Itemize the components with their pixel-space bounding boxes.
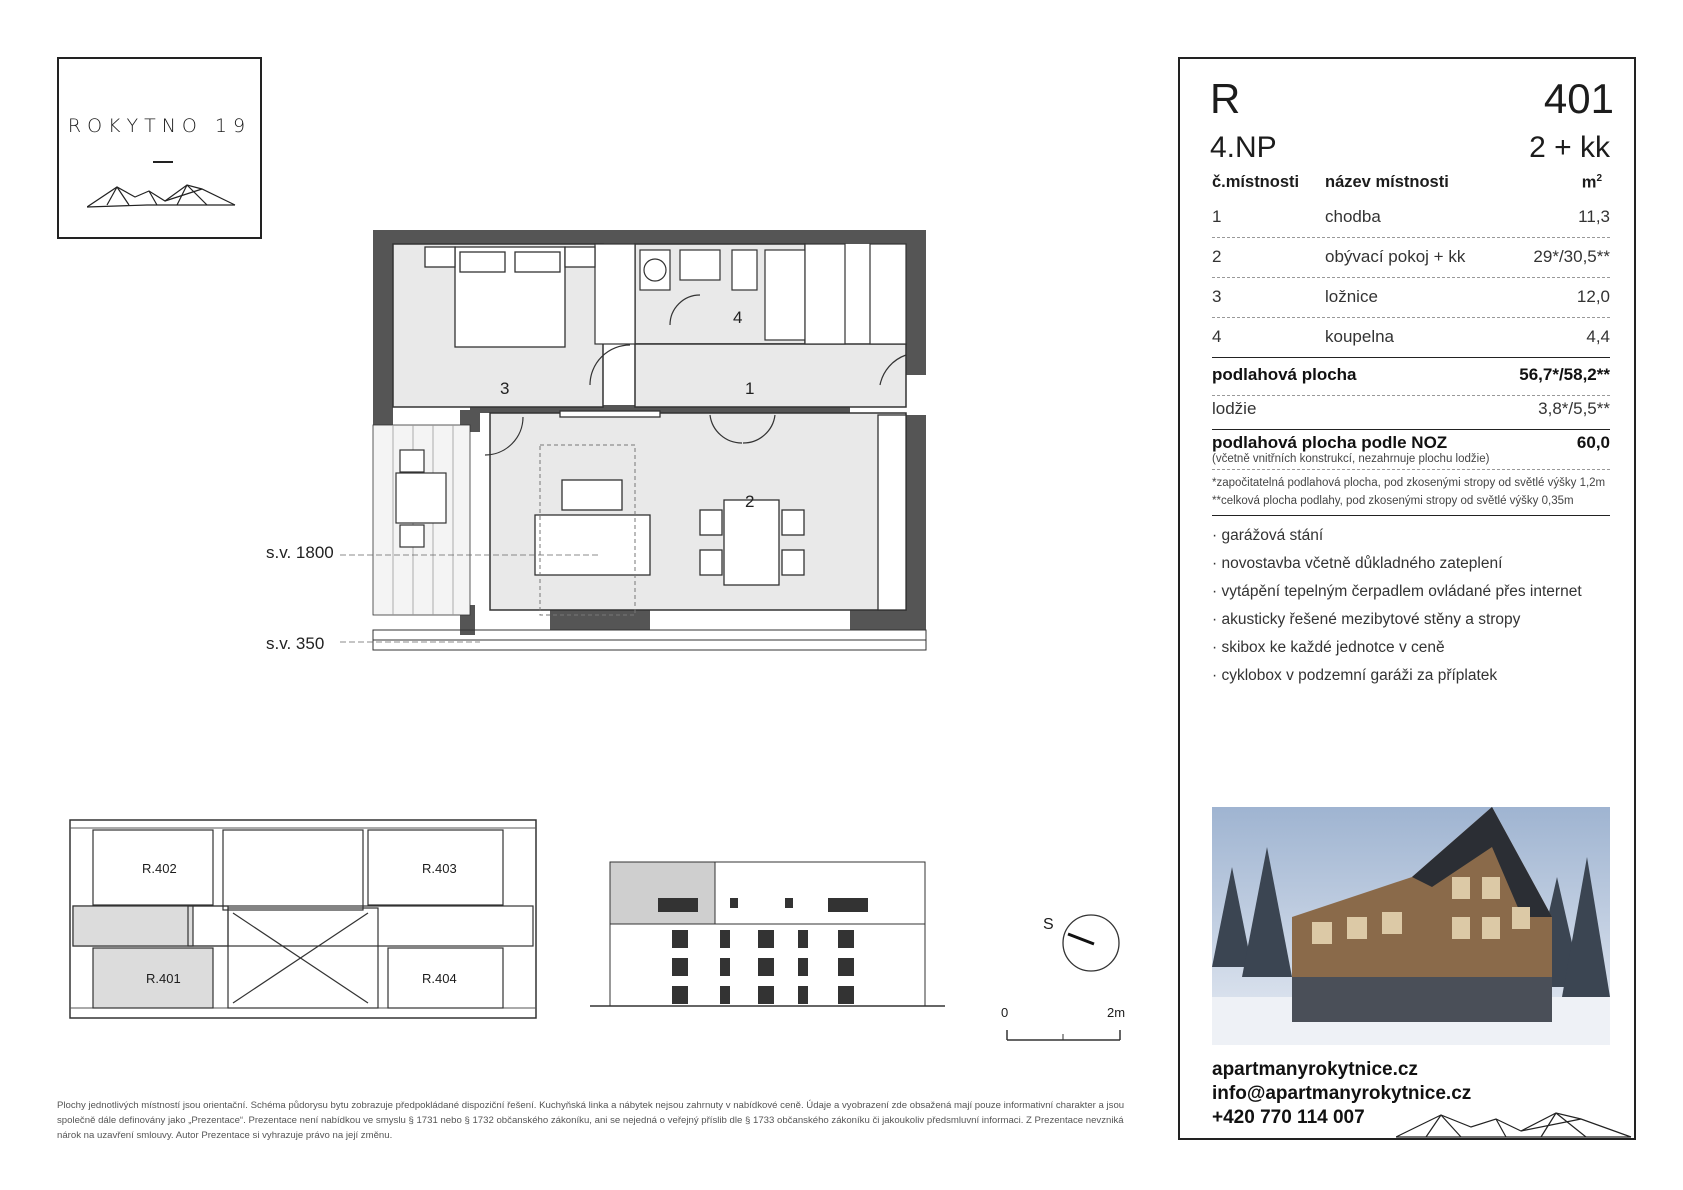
- noz-note: (včetně vnitřních konstrukcí, nezahrnuje plochu lodžie): [1212, 453, 1610, 470]
- col-area: $m^2$: [1581, 173, 1602, 192]
- building-photo: [1212, 807, 1610, 1045]
- mountain-logo-icon: [87, 179, 237, 209]
- table-row: 4 koupelna 4,4: [1212, 317, 1610, 358]
- site-plan: [68, 818, 538, 1020]
- contact-email[interactable]: info@apartmanyrokytnice.cz: [1212, 1083, 1472, 1104]
- list-item: · skibox ke každé jednotce v ceně: [1212, 639, 1445, 656]
- level-label-1800: s.v. 1800: [266, 543, 334, 562]
- room-living: [490, 413, 906, 610]
- unit-number: 401: [1543, 75, 1614, 122]
- list-item: · garážová stání: [1212, 527, 1324, 544]
- wall-north: [373, 230, 926, 244]
- wardrobe-2: [805, 244, 845, 344]
- floor-label: 4.NP: [1210, 131, 1277, 164]
- sink: [680, 250, 720, 280]
- site-unit-402: R.402: [142, 861, 177, 876]
- shower: [765, 250, 805, 340]
- floor-plan: [250, 225, 990, 715]
- compass-icon: [1060, 912, 1122, 974]
- wardrobe: [595, 244, 635, 344]
- site-unit-404: R.404: [422, 971, 457, 986]
- table-row: 2 obývací pokoj + kk 29*/30,5**: [1212, 237, 1610, 278]
- info-panel: [1178, 57, 1636, 1140]
- loggia-row: lodžie 3,8*/5,5**: [1212, 389, 1610, 430]
- floor-area-row: podlahová plocha 56,7*/58,2**: [1212, 355, 1610, 396]
- col-room-no: č.místnosti: [1212, 173, 1300, 191]
- compass-label: S: [1043, 916, 1054, 933]
- sofa: [535, 515, 650, 575]
- room-number-1: 1: [745, 379, 755, 398]
- coffee-table: [562, 480, 622, 510]
- wall-east-lower: [906, 415, 926, 625]
- wall-south-right: [850, 610, 926, 630]
- list-item: · akusticky řešené mezibytové stěny a stropy: [1212, 611, 1521, 628]
- feature-list: [1212, 527, 1622, 695]
- col-room-name: název místnosti: [1325, 173, 1449, 191]
- logo-dash: [153, 161, 173, 163]
- layout-label: 2 + kk: [1529, 131, 1610, 164]
- block-letter: R: [1210, 75, 1241, 122]
- toilet: [732, 250, 757, 290]
- kitchen-unit: [878, 415, 906, 610]
- scale-end: 2m: [1107, 1005, 1126, 1020]
- site-unit-403: R.403: [422, 861, 457, 876]
- wardrobe-3: [870, 244, 906, 344]
- room-number-2: 2: [745, 492, 755, 511]
- site-unit-401: R.401: [146, 971, 181, 986]
- scale-bar: [1005, 1028, 1125, 1042]
- list-item: · cyklobox v podzemní garáži za příplatek: [1212, 667, 1498, 684]
- loggia-table: [396, 473, 446, 523]
- contact-web[interactable]: apartmanyrokytnice.cz: [1212, 1059, 1418, 1080]
- footnote-1: *započitatelná podlahová plocha, pod zkosenými stropy od světlé výšky 1,2m: [1212, 477, 1606, 489]
- scale-start: 0: [1001, 1005, 1009, 1020]
- contact-phone[interactable]: +420 770 114 007: [1212, 1107, 1365, 1128]
- room-hallway: [635, 344, 906, 407]
- dining-table: [724, 500, 779, 585]
- table-row: 1 chodba 11,3: [1212, 197, 1610, 238]
- building-elevation: [590, 860, 950, 1015]
- footnote-2: **celková plocha podlahy, pod zkosenými stropy od světlé výšky 0,35m: [1212, 495, 1610, 516]
- room-number-3: 3: [500, 379, 510, 398]
- list-item: · vytápění tepelným čerpadlem ovládané přes internet: [1212, 583, 1582, 600]
- table-row: 3 ložnice 12,0: [1212, 277, 1610, 318]
- room-number-4: 4: [733, 308, 743, 327]
- list-item: · novostavba včetně důkladného zateplení: [1212, 555, 1503, 572]
- logo-box: [57, 57, 262, 239]
- level-label-350: s.v. 350: [266, 634, 325, 653]
- wall-west: [373, 230, 393, 425]
- disclaimer: Plochy jednotlivých místností jsou orientační. Schéma půdorysu bytu zobrazuje předpokládané dispoziční řešení. Kuchyňská linka a nábytek nejsou zahrnuty v nabídkové ceně. Údaje a vyobrazení zde obsažená mají pouze informativní charakter a jsou společně dále definovány jako „Prezentace“. Prezentace není nabídkou ve smyslu § 1731 nebo § 1732 občanského zákoníku, ani se nejedná o veřejný příslib dle § 1733 občanského zákoníku či jakoukoliv předsmluvní informaci. Z Prezentace nevzniká nárok na uzavření smlouvy. Autor Prezentace si vyhrazuje právo na její změnu.: [57, 1100, 1125, 1141]
- noz-row: podlahová plocha podle NOZ 60,0: [1212, 433, 1610, 452]
- logo-text: ROKYTNO 19: [67, 115, 252, 137]
- wall-east-upper: [906, 230, 926, 375]
- mountain-footer-icon: [1396, 1109, 1632, 1139]
